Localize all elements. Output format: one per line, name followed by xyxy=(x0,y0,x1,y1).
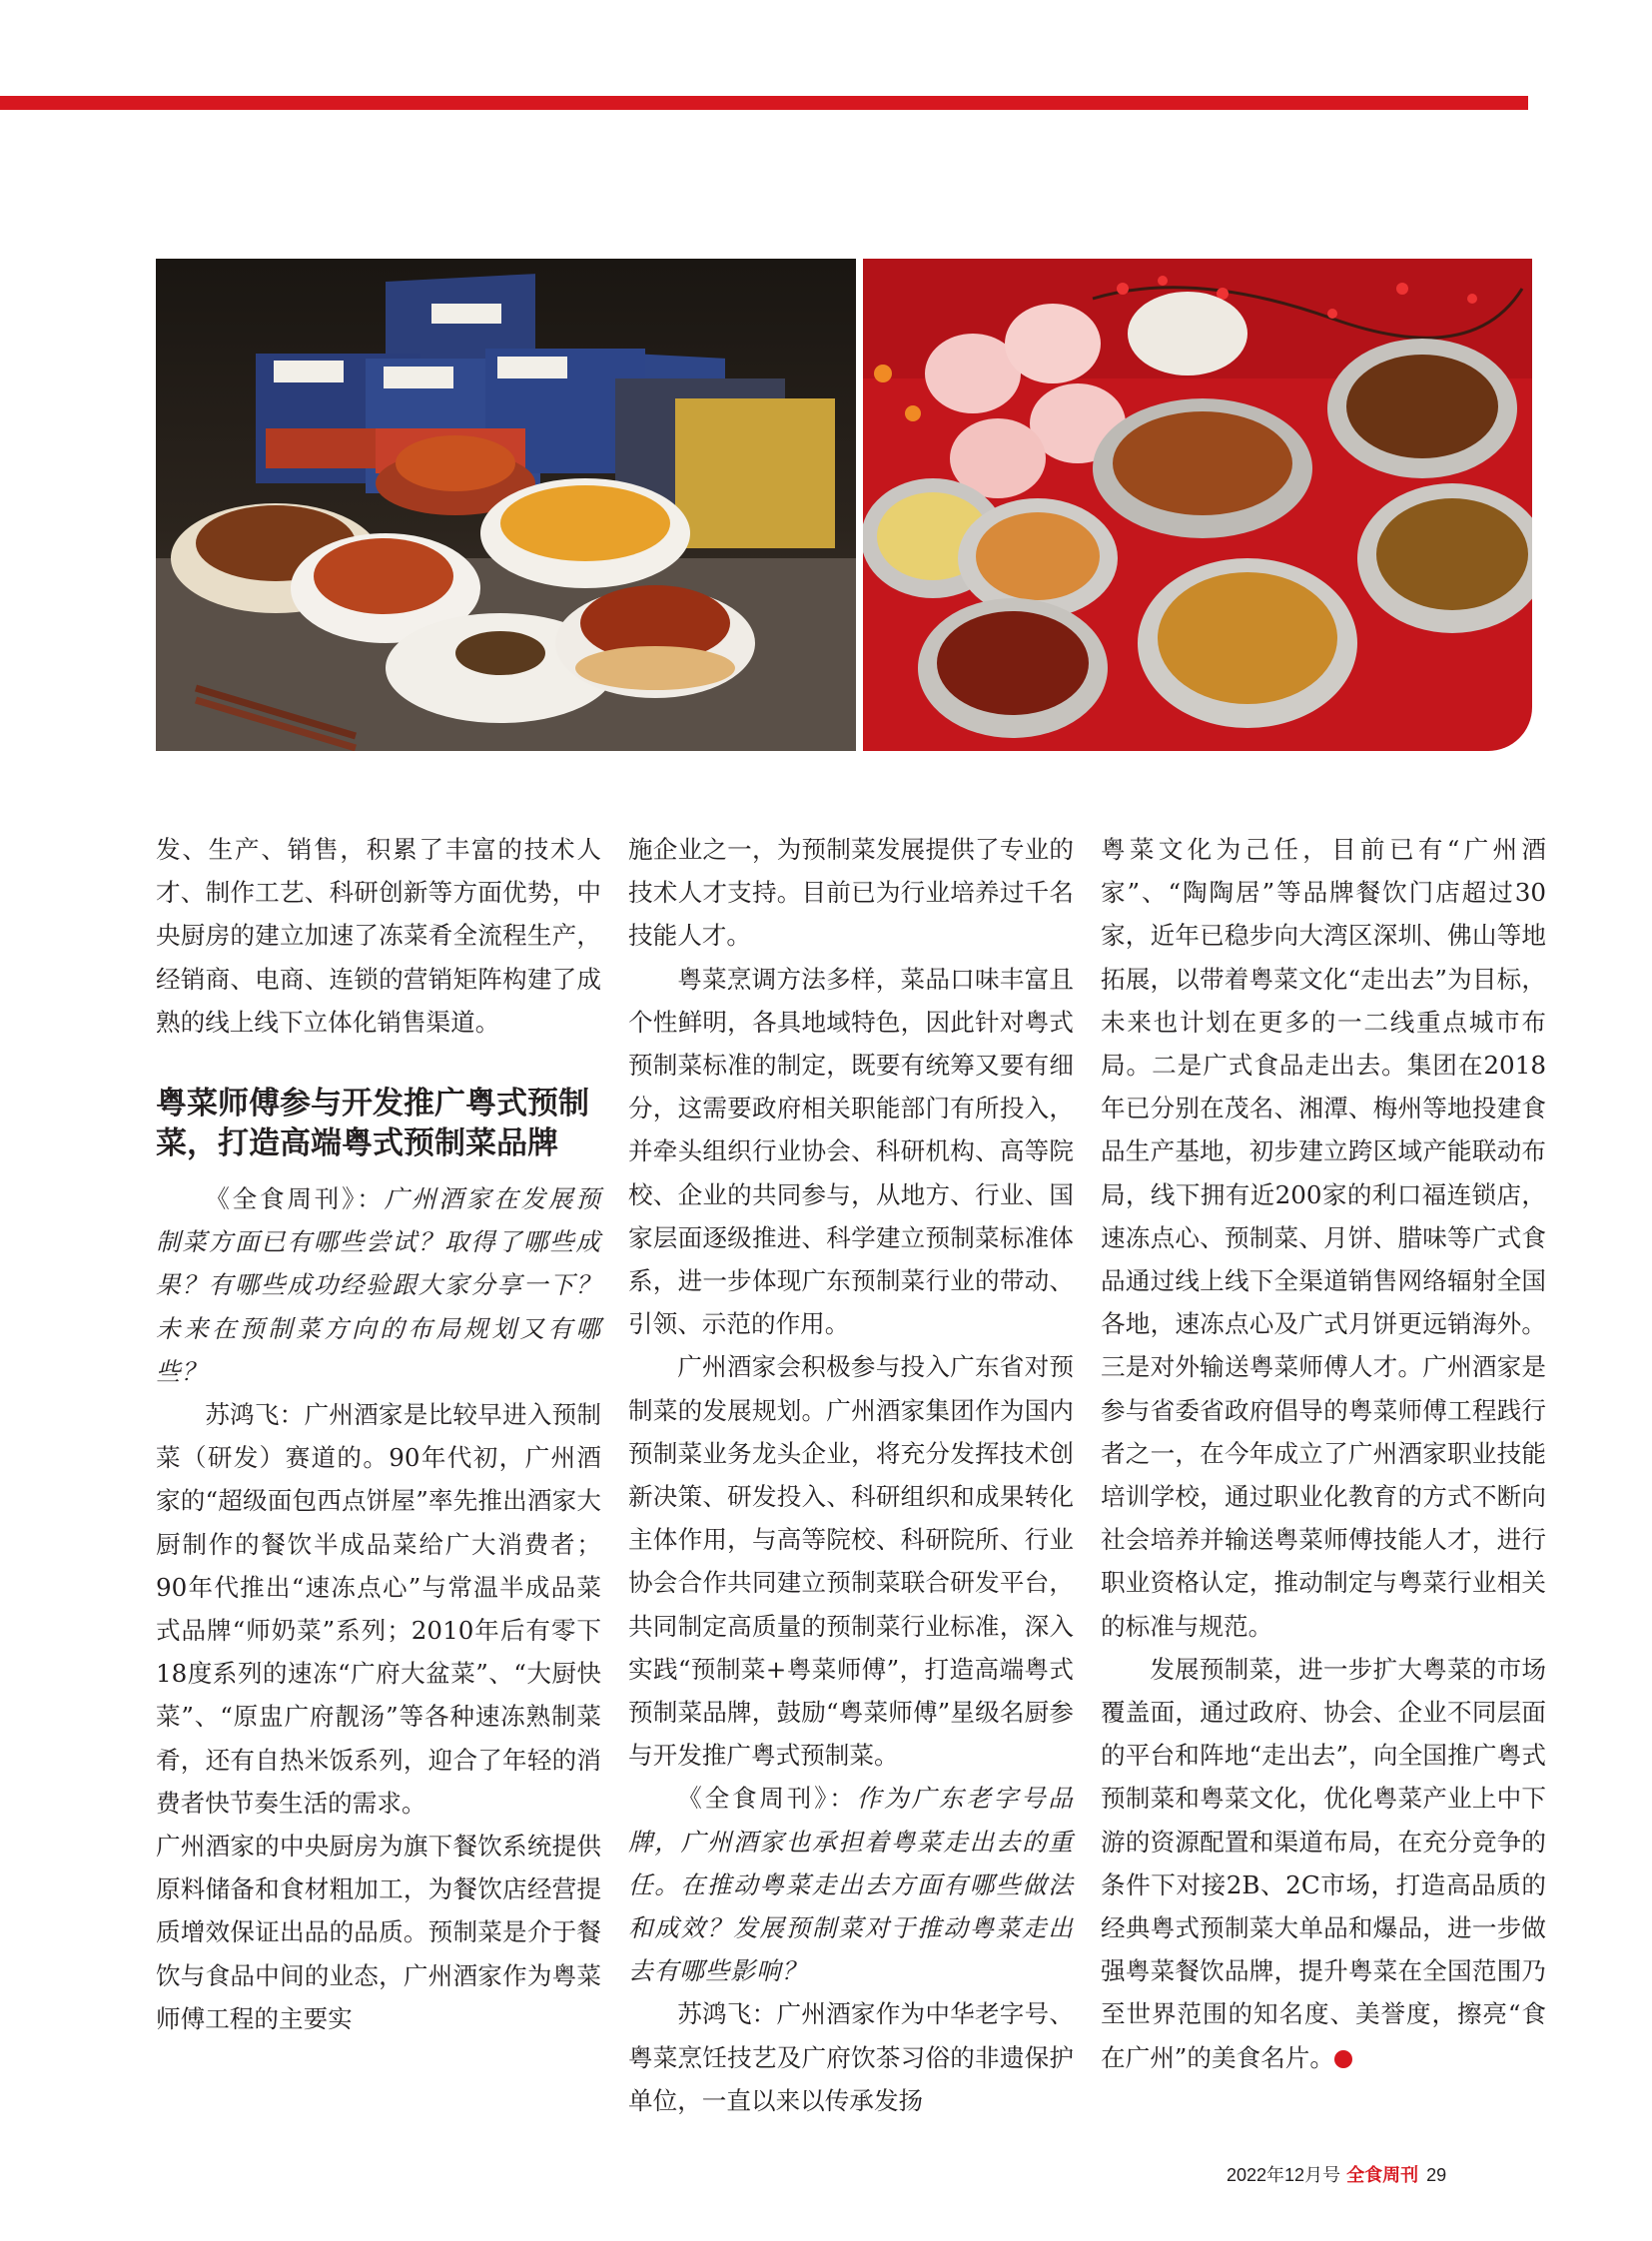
banquet-trays-illustration xyxy=(863,259,1532,751)
answer-1-speaker: 苏鸿飞： xyxy=(205,1400,305,1430)
magazine-brand: 全食周刊 xyxy=(1346,2165,1419,2185)
answer-2-text: 广州酒家作为中华老字号、粤菜烹饪技艺及广府饮茶习俗的非遗保护单位，一直以来以传承发扬 xyxy=(628,1999,1074,2115)
column3-paragraph-1: 粤菜文化为己任，目前已有“广州酒家”、“陶陶居”等品牌餐饮门店超过30家，近年已稳步向大湾区深圳、佛山等地拓展，以带着粤菜文化“走出去”为目标，未来也计划在更多的一二线重点城市布局。二是广式食品走出去。集团在2018年已分别在茂名、湘潭、梅州等地投建食品生产基地，初步建立跨区域产能联动布局，线下拥有近200家的利口福连锁店，速冻点心、预制菜、月饼、腊味等广式食品通过线上线下全渠道销售网络辐射全国各地，速冻点心及广式月饼更远销海外。三是对外输送粤菜师傅人才。广州酒家是参与省委省政府倡导的粤菜师傅工程践行者之一，在今年成立了广州酒家职业技能培训学校，通过职业化教育的方式不断向社会培养并输送粤菜师傅技能人才，进行职业资格认定，推动制定与粤菜行业相关的标准与规范。 xyxy=(1101,835,1546,1641)
article-column-3 xyxy=(1101,828,1546,2079)
column2-paragraph-2: 粤菜烹调方法多样，菜品口味丰富且个性鲜明，各具地域特色，因此针对粤式预制菜标准的制定，既要有统筹又要有细分，这需要政府相关职能部门有所投入，并牵头组织行业协会、科研机构、高等院校、企业的共同参与，从地方、行业、国家层面逐级推进、科学建立预制菜标准体系，进一步体现广东预制菜行业的带动、引领、示范的作用。 xyxy=(628,964,1074,1339)
article-end-icon: ♨ xyxy=(1334,2050,1352,2068)
column2-paragraph-1: 施企业之一，为预制菜发展提供了专业的技术人才支持。目前已为行业培养过千名技能人才。 xyxy=(628,835,1074,951)
answer-1-text: 广州酒家是比较早进入预制菜（研发）赛道的。90年代初，广州酒家的“超级面包西点饼屋”率先推出酒家大厨制作的餐饮半成品菜给广大消费者；90年代推出“速冻点心”与常温半成品菜式品牌“师奶菜”系列；2010年后有零下18度系列的速冻“广府大盆菜”、“大厨快菜”、“原盅广府靓汤”等各种速冻熟制菜肴，还有自热米饭系列，迎合了年轻的消费者快节奏生活的需求。 xyxy=(156,1400,601,1818)
column3-paragraph-2 xyxy=(1101,1648,1546,2079)
question-1-source: 《全食周刊》： xyxy=(205,1184,385,1214)
page-footer xyxy=(1227,2163,1532,2187)
question-2-source: 《全食周刊》： xyxy=(677,1784,857,1814)
prepared-dishes-illustration xyxy=(156,259,856,751)
column1-paragraph-1: 发、生产、销售，积累了丰富的技术人才、制作工艺、科研创新等方面优势，中央厨房的建立加速了冻菜肴全流程生产，经销商、电商、连锁的营销矩阵构建了成熟的线上线下立体化销售渠道。 xyxy=(156,835,601,1037)
answer-2 xyxy=(628,1992,1074,2122)
column1-paragraph-2: 广州酒家的中央厨房为旗下餐饮系统提供原料储备和食材粗加工，为餐饮店经营提质增效保证出品的品质。预制菜是介于餐饮与食品中间的业态，广州酒家作为粤菜师傅工程的主要实 xyxy=(156,1832,601,2033)
article-column-2 xyxy=(628,828,1074,2122)
article-column-1 xyxy=(156,828,601,2040)
question-2-text: 作为广东老字号品牌，广州酒家也承担着粤菜走出去的重任。在推动粤菜走出去方面有哪些做法和成效？发展预制菜对于推动粤菜走出去有哪些影响？ xyxy=(628,1784,1074,1986)
question-1 xyxy=(156,1177,601,1393)
column2-paragraph-3: 广州酒家会积极参与投入广东省对预制菜的发展规划。广州酒家集团作为国内预制菜业务龙头企业，将充分发挥技术创新决策、研发投入、科研组织和成果转化主体作用，与高等院校、科研院所、行业协会合作共同建立预制菜联合研发平台，共同制定高质量的预制菜行业标准，深入实践“预制菜+粤菜师傅”，打造高端粤式预制菜品牌，鼓励“粤菜师傅”星级名厨参与开发推广粤式预制菜。 xyxy=(628,1352,1074,1771)
question-1-text: 广州酒家在发展预制菜方面已有哪些尝试？取得了哪些成果？有哪些成功经验跟大家分享一下？未来在预制菜方向的布局规划又有哪些？ xyxy=(156,1184,601,1386)
question-2 xyxy=(628,1777,1074,1992)
page-number: 29 xyxy=(1426,2165,1447,2185)
answer-2-speaker: 苏鸿飞： xyxy=(677,1999,777,2029)
column3-paragraph-2-text: 发展预制菜，进一步扩大粤菜的市场覆盖面，通过政府、协会、企业不同层面的平台和阵地“走出去”，向全国推广粤式预制菜和粤菜文化，优化粤菜产业上中下游的资源配置和渠道布局，在充分竞争的条件下对接2B、2C市场，打造高品质的经典粤式预制菜大单品和爆品，进一步做强粤菜餐饮品牌，提升粤菜在全国范围乃至世界范围的知名度、美誉度，擦亮“食在广州”的美食名片。 xyxy=(1101,1654,1546,2072)
top-red-rule xyxy=(0,96,1528,110)
photo-banquet-trays xyxy=(863,259,1532,751)
section-heading: 粤菜师傅参与开发推广粤式预制菜，打造高端粤式预制菜品牌 xyxy=(156,1086,589,1162)
answer-1 xyxy=(156,1393,601,1825)
issue-date: 2022年12月号 xyxy=(1227,2165,1341,2185)
photo-prepared-dishes xyxy=(156,259,856,751)
